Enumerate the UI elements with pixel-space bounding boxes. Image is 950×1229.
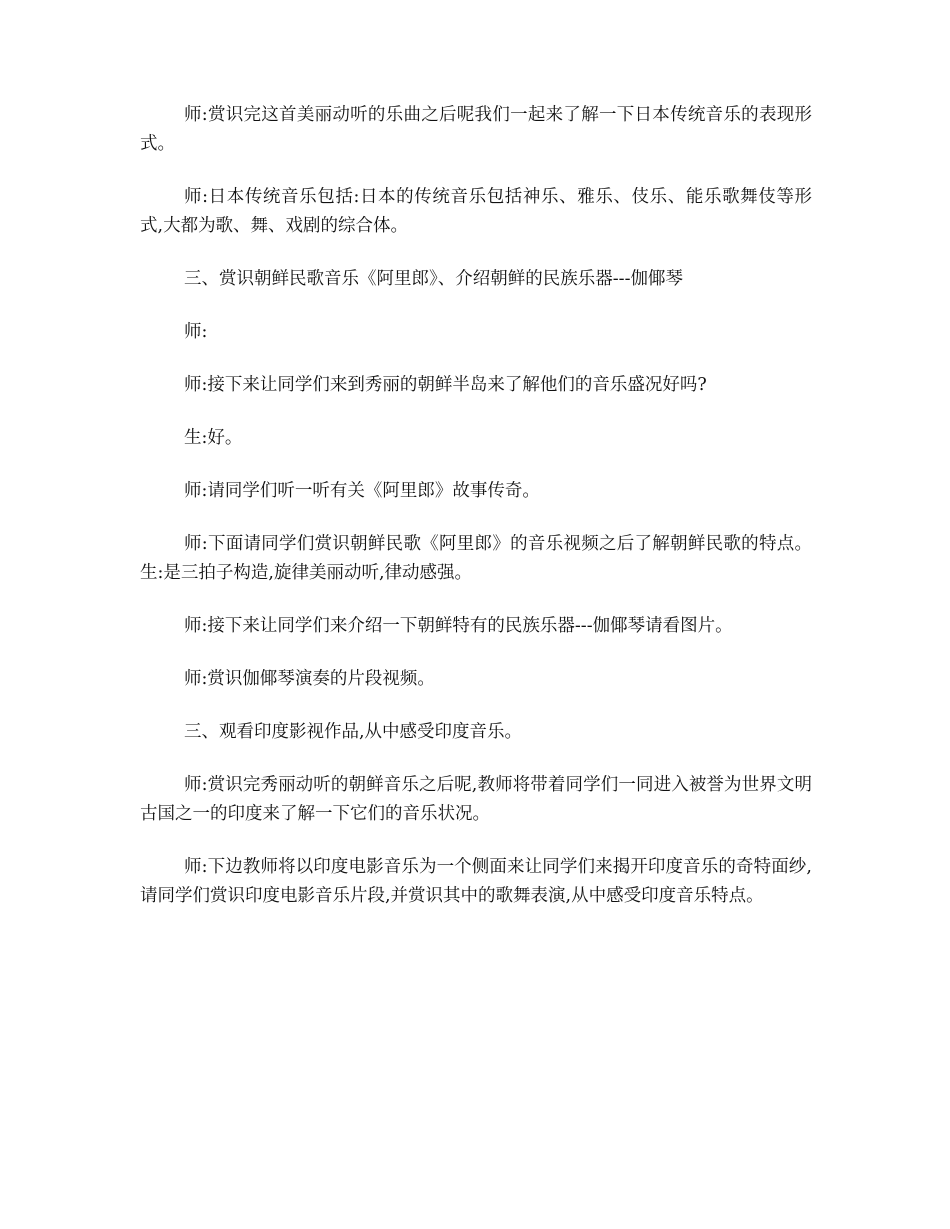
- paragraph-2: 师:日本传统音乐包括:日本的传统音乐包括神乐、雅乐、伎乐、能乐歌舞伎等形式,大都为歌、舞、戏剧的综合体。: [140, 187, 812, 236]
- paragraph-5: 师:接下来让同学们来到秀丽的朝鲜半岛来了解他们的音乐盛况好吗?: [184, 375, 707, 395]
- paragraph-1: 师:赏识完这首美丽动听的乐曲之后呢我们一起来了解一下日本传统音乐的表现形式。: [140, 105, 812, 154]
- paragraph-12: 师:赏识完秀丽动听的朝鲜音乐之后呢,教师将带着同学们一同进入被誉为世界文明古国之一的印度来了解一下它们的音乐状况。: [140, 775, 812, 824]
- paragraph-9: 师:接下来让同学们来介绍一下朝鲜特有的民族乐器---伽倻琴请看图片。: [184, 616, 733, 636]
- paragraph-13: 师:下边教师将以印度电影音乐为一个侧面来让同学们来揭开印度音乐的奇特面纱,请同学们赏识印度电影音乐片段,并赏识其中的歌舞表演,从中感受印度音乐特点。: [140, 857, 812, 906]
- section-heading-korea: 三、赏识朝鲜民歌音乐《阿里郎》、介绍朝鲜的民族乐器---伽倻琴: [184, 269, 683, 289]
- paragraph-10: 师:赏识伽倻琴演奏的片段视频。: [184, 669, 435, 689]
- paragraph-4: 师:: [184, 322, 208, 342]
- paragraph-8: 师:下面请同学们赏识朝鲜民歌《阿里郎》的音乐视频之后了解朝鲜民歌的特点。生:是三拍子构造,旋律美丽动听,律动感强。: [140, 534, 812, 583]
- section-heading-india: 三、观看印度影视作品,从中感受印度音乐。: [184, 722, 523, 742]
- paragraph-7: 师:请同学们听一听有关《阿里郎》故事传奇。: [184, 481, 540, 501]
- paragraph-6: 生:好。: [184, 428, 243, 448]
- document-body: [140, 101, 812, 935]
